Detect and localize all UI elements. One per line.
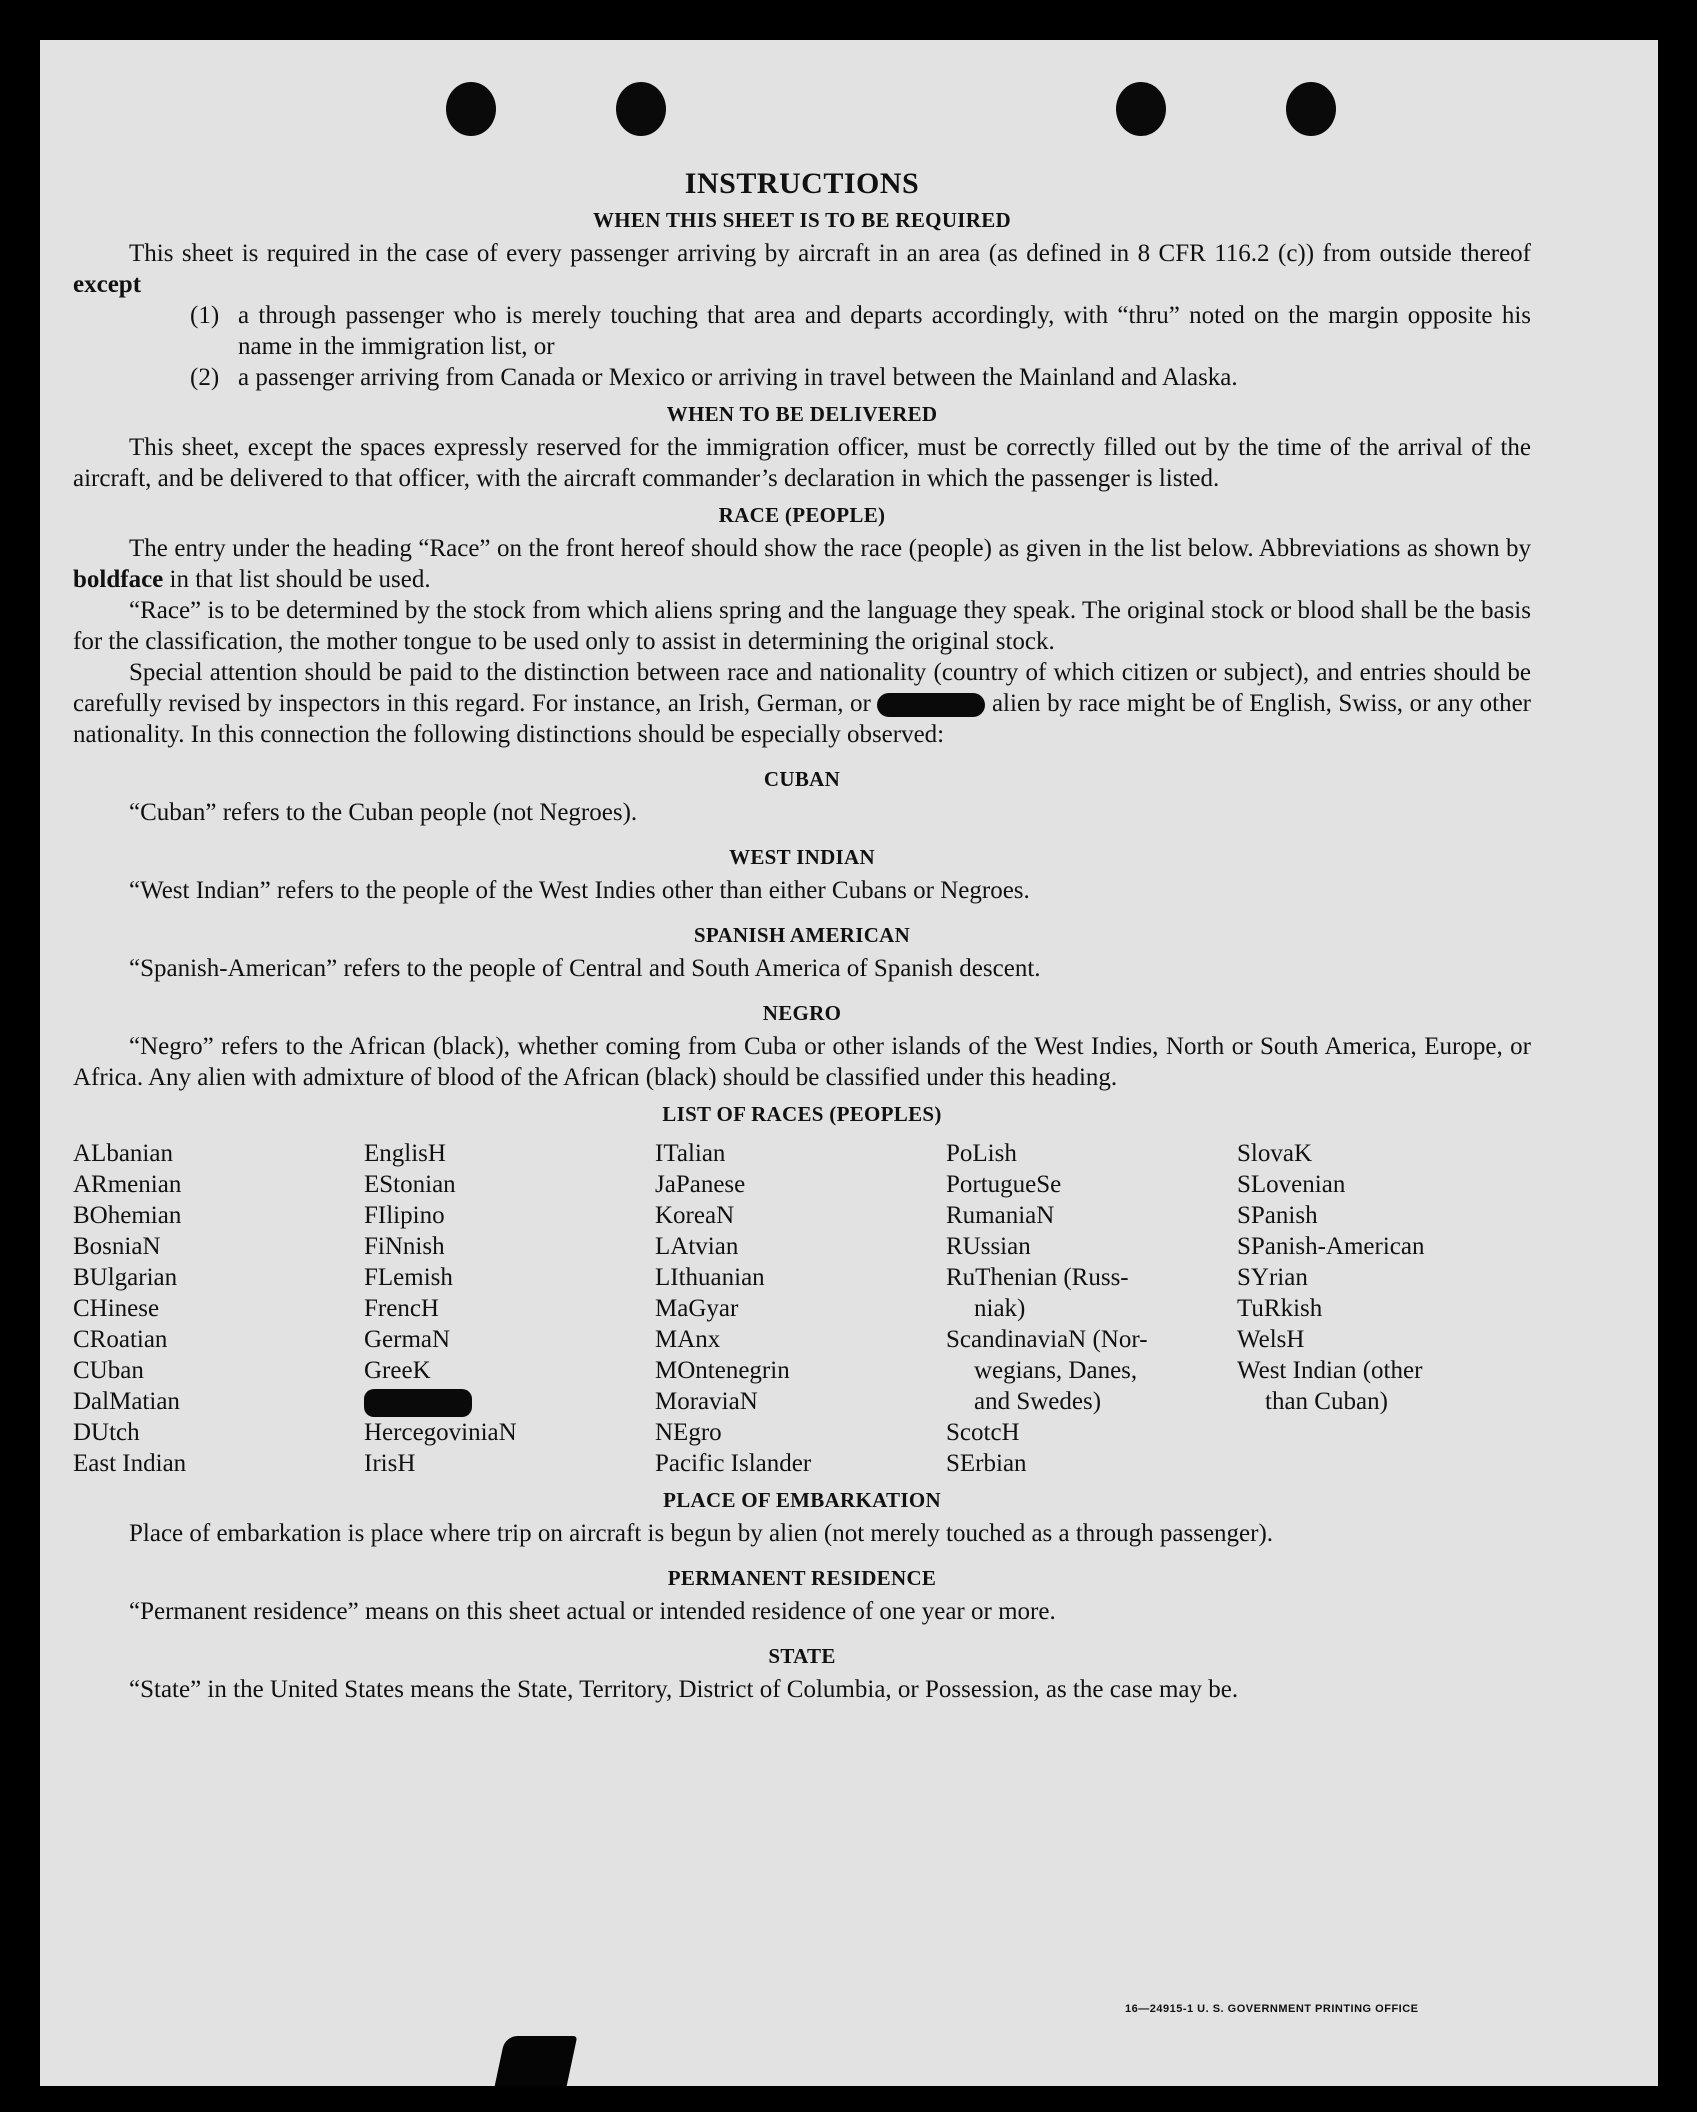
race-item: West Indian (other xyxy=(1237,1357,1423,1384)
race-item: HercegoviniaN xyxy=(364,1419,517,1447)
races-column-4 xyxy=(946,1138,1237,1479)
races-column-5 xyxy=(1237,1138,1528,1479)
races-list xyxy=(73,1138,1531,1479)
race-item-continued: wegians, Danes, xyxy=(974,1357,1138,1384)
paragraph-negro: “Negro” refers to the African (black), whether coming from Cuba or other islands of the West Indies, North or South America, Europe, or Africa. Any alien with admixture of blood of the African (black) should be classified under this heading. xyxy=(73,1033,1531,1091)
race-item-redacted xyxy=(364,1386,655,1417)
heading-when-delivered: WHEN TO BE DELIVERED xyxy=(666,402,938,426)
race-item: LIthuanian xyxy=(655,1264,765,1291)
heading-embarkation: PLACE OF EMBARKATION xyxy=(663,1488,941,1513)
race-item: ALbanian xyxy=(73,1140,173,1167)
punch-hole xyxy=(446,82,496,136)
race-item: SlovaK xyxy=(1237,1140,1312,1167)
heading-when-required: WHEN THIS SHEET IS TO BE REQUIRED xyxy=(592,208,1011,232)
heading-list-of-races: LIST OF RACES (PEOPLES) xyxy=(662,1102,942,1126)
document-sheet xyxy=(40,40,1658,2086)
race-item: FrencH xyxy=(364,1295,439,1322)
race-item: SPanish-American xyxy=(1237,1233,1425,1260)
race-item: RuThenian (Russ- xyxy=(946,1264,1129,1291)
race-item: BosniaN xyxy=(73,1233,161,1260)
race-item: CHinese xyxy=(73,1295,160,1322)
race-item: NEgro xyxy=(655,1419,722,1446)
paragraph-west-indian: “West Indian” refers to the people of the West Indies other than either Cubans or Negroes. xyxy=(129,877,1030,904)
races-column-2 xyxy=(364,1138,655,1479)
race-item: ARmenian xyxy=(73,1171,182,1198)
race-item: SPanish xyxy=(1237,1202,1318,1229)
heading-negro: NEGRO xyxy=(762,1001,842,1025)
instructions-body xyxy=(73,168,1531,1705)
race-item: CUban xyxy=(73,1357,144,1384)
punch-hole xyxy=(1116,82,1166,136)
paragraph-race-1: The entry under the heading “Race” on the front hereof should show the race (people) as given in the list below. Abbreviations as shown by boldface in that list should be used. xyxy=(73,535,1531,593)
heading-west-indian: WEST INDIAN xyxy=(729,845,875,869)
heading-cuban: CUBAN xyxy=(763,767,841,791)
race-item: RUssian xyxy=(946,1233,1031,1260)
paragraph-cuban: “Cuban” refers to the Cuban people (not Negroes). xyxy=(129,799,638,826)
race-item: DUtch xyxy=(73,1419,140,1446)
redaction-mark xyxy=(877,693,985,717)
race-item: ScandinaviaN (Nor- xyxy=(946,1326,1148,1353)
race-item: JaPanese xyxy=(655,1171,746,1198)
race-item: GermaN xyxy=(364,1326,451,1353)
race-item: MoraviaN xyxy=(655,1388,758,1415)
race-item: ITalian xyxy=(655,1140,726,1167)
paragraph-embarkation: Place of embarkation is place where trip on aircraft is begun by alien (not merely touched as a through passenger). xyxy=(129,1520,1274,1548)
punch-hole xyxy=(616,82,666,136)
race-item: EStonian xyxy=(364,1171,456,1198)
race-item: FLemish xyxy=(364,1264,453,1291)
list-item: (1) a through passenger who is merely touching that area and departs accordingly, with “thru” noted on the margin opposite his name in the immigration list, or xyxy=(190,302,1531,360)
race-item: GreeK xyxy=(364,1357,431,1384)
race-item: MAnx xyxy=(655,1326,721,1353)
race-item: FiNnish xyxy=(364,1233,445,1260)
race-item: East Indian xyxy=(73,1450,187,1477)
race-item: MaGyar xyxy=(655,1295,739,1322)
paragraph-spanish-american: “Spanish-American” refers to the people of Central and South America of Spanish descent. xyxy=(129,955,1041,982)
race-item: BOhemian xyxy=(73,1202,182,1229)
paragraph-permanent-residence: “Permanent residence” means on this sheet actual or intended residence of one year or more. xyxy=(129,1598,1056,1626)
heading-race: RACE (PEOPLE) xyxy=(718,503,886,527)
race-item: TuRkish xyxy=(1237,1295,1323,1322)
race-item: SErbian xyxy=(946,1450,1027,1477)
race-item-continued: and Swedes) xyxy=(974,1388,1102,1415)
heading-spanish-american: SPANISH AMERICAN xyxy=(693,923,911,947)
race-item: CRoatian xyxy=(73,1326,168,1353)
paragraph-when-delivered: This sheet, except the spaces expressly reserved for the immigration officer, must be correctly filled out by the time of the arrival of the aircraft, and be delivered to that officer, with the aircraft commander’s declaration in which the passenger is listed. xyxy=(73,434,1531,492)
heading-permanent-residence: PERMANENT RESIDENCE xyxy=(667,1566,937,1591)
race-item: PortugueSe xyxy=(946,1171,1062,1198)
races-column-1 xyxy=(73,1138,364,1479)
race-item: FIlipino xyxy=(364,1202,445,1229)
page-title: INSTRUCTIONS xyxy=(684,167,920,200)
printer-imprint: 16—24915-1 U. S. GOVERNMENT PRINTING OFFICE xyxy=(1125,2003,1419,2015)
race-item: PoLish xyxy=(946,1140,1017,1167)
scan-artifact xyxy=(495,2036,578,2086)
paragraph-race-3: Special attention should be paid to the distinction between race and nationality (country of which citizen or subject), and entries should be carefully revised by inspectors in this regard. For instance, an Irish, German, or alien by race might be of English, Swiss, or any other nationality. In this connection the following distinctions should be especially observed: xyxy=(73,659,1531,748)
race-item: SLovenian xyxy=(1237,1171,1346,1198)
race-item: Pacific Islander xyxy=(655,1450,812,1477)
race-item-continued: than Cuban) xyxy=(1265,1388,1388,1415)
race-item: MOntenegrin xyxy=(655,1357,790,1384)
race-item: LAtvian xyxy=(655,1233,739,1260)
race-item: SYrian xyxy=(1237,1264,1308,1291)
paragraph-race-2: “Race” is to be determined by the stock from which aliens spring and the language they speak. The original stock or blood shall be the basis for the classification, the mother tongue to be used only to assist in determining the original stock. xyxy=(73,597,1531,655)
heading-state: STATE xyxy=(768,1644,836,1669)
race-item: WelsH xyxy=(1237,1326,1305,1353)
redaction-mark xyxy=(364,1389,472,1417)
paragraph-when-required: This sheet is required in the case of every passenger arriving by aircraft in an area (as defined in 8 CFR 116.2 (c)) from outside thereof except xyxy=(73,240,1531,298)
race-item: IrisH xyxy=(364,1450,416,1478)
race-item: DalMatian xyxy=(73,1388,180,1415)
races-column-3 xyxy=(655,1138,946,1479)
race-item-continued: niak) xyxy=(974,1295,1026,1322)
punch-hole xyxy=(1286,82,1336,136)
race-item: BUlgarian xyxy=(73,1264,178,1291)
paragraph-state: “State” in the United States means the State, Territory, District of Columbia, or Possession, as the case may be. xyxy=(129,1676,1239,1704)
race-item: RumaniaN xyxy=(946,1202,1055,1229)
race-item: EnglisH xyxy=(364,1140,446,1167)
race-item: KoreaN xyxy=(655,1202,735,1229)
race-item: ScotcH xyxy=(946,1419,1020,1446)
list-item: (2) a passenger arriving from Canada or Mexico or arriving in travel between the Mainland and Alaska. xyxy=(190,364,1238,391)
